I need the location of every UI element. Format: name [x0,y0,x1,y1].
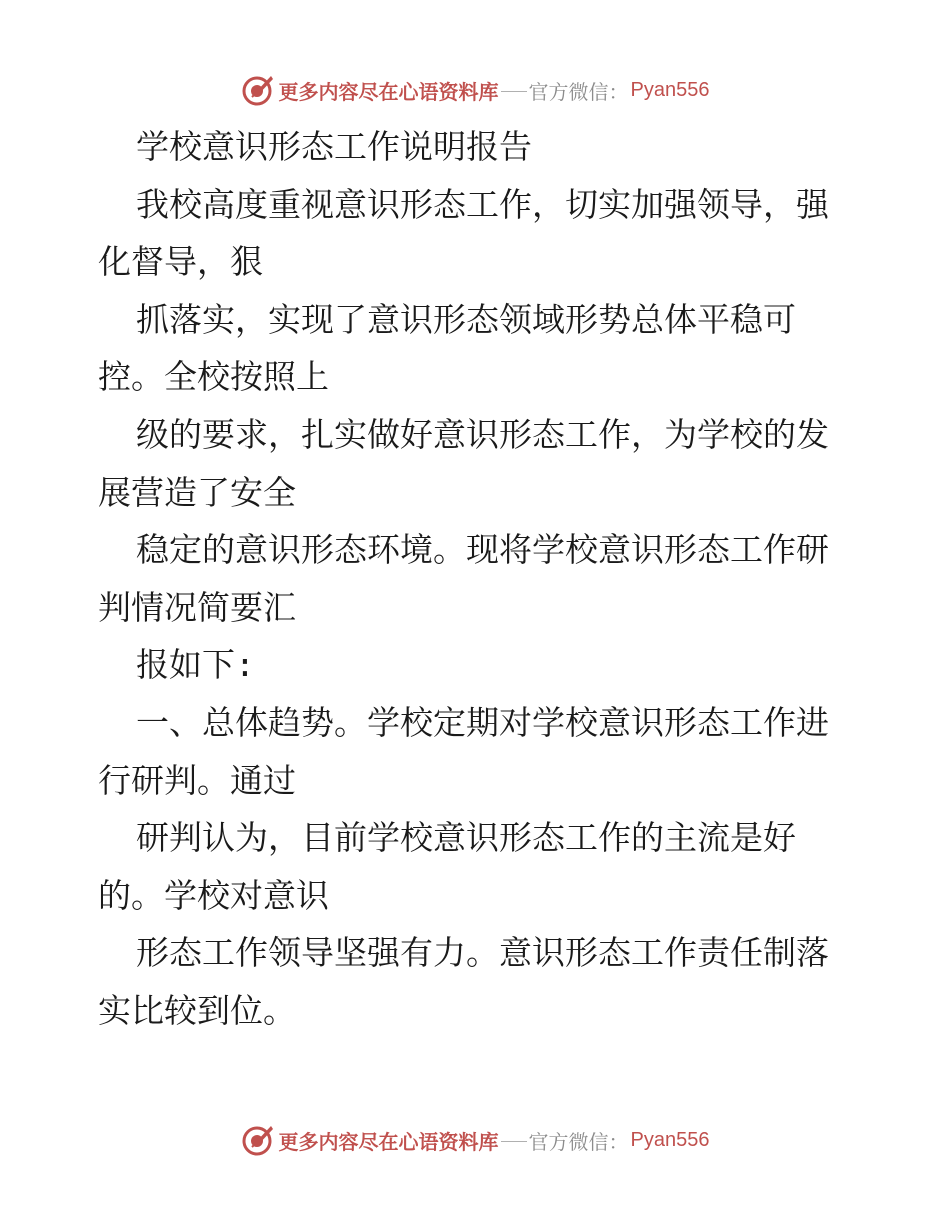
paragraph-line: 我校高度重视意识形态工作，切实加强领导，强 [136,184,829,224]
brand-text: 更多内容尽在心语资料库 [278,1129,499,1154]
wechat-id: Pyan556 [630,78,710,101]
paragraph-line: 展营造了安全 [98,472,296,512]
official-wechat-label: 官方微信： [528,79,629,104]
banner-divider [501,1141,527,1142]
section-heading-line: 一、总体趋势。学校定期对学校意识形态工作进 [136,702,829,742]
paragraph-line: 稳定的意识形态环境。现将学校意识形态工作研 [136,530,829,570]
official-wechat-label: 官方微信： [528,1129,629,1154]
paragraph-line: 形态工作领导坚强有力。意识形态工作责任制落 [136,933,829,973]
feather-pen-logo-icon [241,73,275,107]
paragraph-line: 抓落实，实现了意识形态领域形势总体平稳可 [136,299,796,339]
paragraph-line: 判情况简要汇 [98,587,296,627]
feather-pen-logo-icon [241,1123,275,1157]
brand-text: 更多内容尽在心语资料库 [278,79,499,104]
paragraph-line: 行研判。通过 [98,760,296,800]
paragraph-line: 级的要求，扎实做好意识形态工作，为学校的发 [136,414,829,454]
paragraph-line: 研判认为，目前学校意识形态工作的主流是好 [136,818,796,858]
paragraph-line: 报如下: [136,645,255,685]
paragraph-line: 的。学校对意识 [98,875,329,915]
banner-divider [501,91,527,92]
document-body [98,118,858,1040]
paragraph-line: 控。全校按照上 [98,357,329,397]
wechat-id: Pyan556 [630,1128,710,1151]
footer-watermark-banner [0,1120,950,1160]
paragraph-line: 实比较到位。 [98,990,296,1030]
paragraph-line: 化督导，狠 [98,242,263,282]
document-title: 学校意识形态工作说明报告 [136,127,532,166]
header-watermark-banner [0,70,950,110]
